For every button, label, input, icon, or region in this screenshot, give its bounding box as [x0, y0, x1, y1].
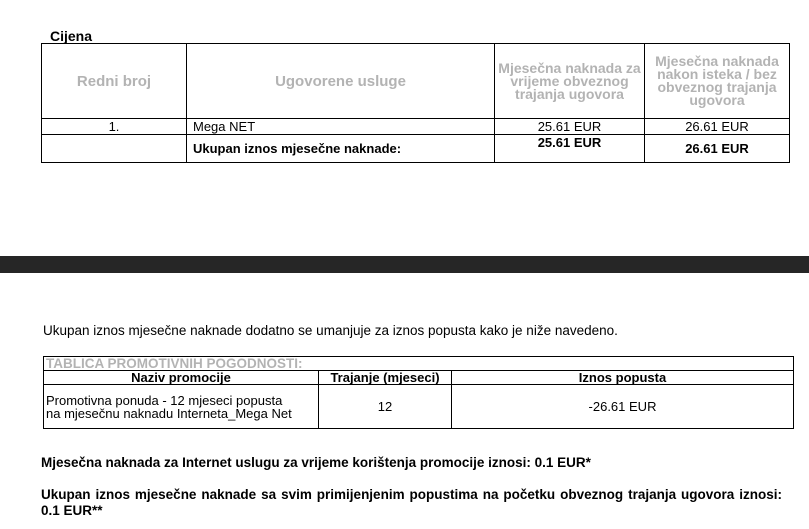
row-number: 1. [42, 119, 187, 135]
promo-caption-row [44, 357, 794, 371]
price-section-title: Cijena [50, 28, 93, 44]
total-fee-after: 26.61 EUR [645, 135, 790, 163]
promo-intro-text: Ukupan iznos mjesečne naknade dodatno se umanjuje za iznos popusta kako je niže navedeno. [43, 323, 618, 338]
price-table [41, 43, 790, 163]
promo-discount: -26.61 EUR [452, 385, 794, 429]
promo-duration: 12 [319, 385, 452, 429]
header-fee-after: Mjesečna naknada nakon isteka / bez obveznog trajanja ugovora [645, 44, 790, 119]
row-service: Mega NET [187, 119, 495, 135]
promo-table-caption: TABLICA PROMOTIVNIH POGODNOSTI: [44, 357, 794, 371]
header-promo-discount: Iznos popusta [452, 371, 794, 385]
row-fee-after: 26.61 EUR [645, 119, 790, 135]
price-table-total-row [42, 135, 790, 163]
table-row [42, 119, 790, 135]
promo-table [43, 356, 794, 429]
header-number: Redni broj [42, 44, 187, 119]
price-table-header-row [42, 44, 790, 119]
promo-name: Promotivna ponuda - 12 mjeseci popusta na mjesečnu naknadu Interneta_Mega Net [44, 385, 319, 429]
row-fee-during: 25.61 EUR [495, 119, 645, 135]
table-row [44, 385, 794, 429]
header-fee-during: Mjesečna naknada za vrijeme obveznog trajanja ugovora [495, 44, 645, 119]
total-fee-during: 25.61 EUR [495, 135, 645, 163]
header-promo-duration: Trajanje (mjeseci) [319, 371, 452, 385]
header-promo-name: Naziv promocije [44, 371, 319, 385]
total-empty-cell [42, 135, 187, 163]
total-label: Ukupan iznos mjesečne naknade: [187, 135, 495, 163]
promo-header-row [44, 371, 794, 385]
page-divider [0, 256, 809, 273]
header-services: Ugovorene usluge [187, 44, 495, 119]
monthly-fee-note: Mjesečna naknada za Internet uslugu za vrijeme korištenja promocije iznosi: 0.1 EUR* [41, 455, 591, 470]
total-fee-note: Ukupan iznos mjesečne naknade sa svim primijenjenim popustima na početku obveznog trajanja ugovora iznosi: 0.1 EUR** [41, 487, 782, 518]
